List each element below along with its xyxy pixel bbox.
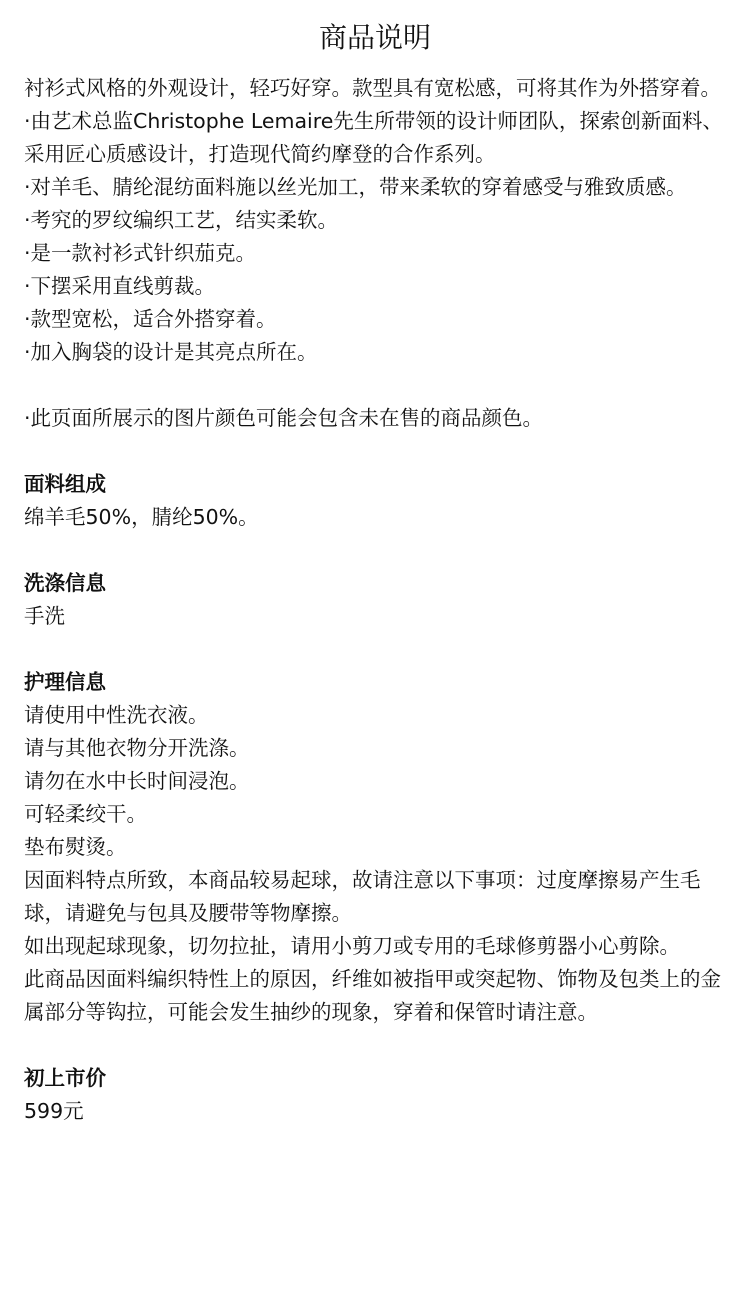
washing-text: 手洗 — [24, 604, 65, 628]
spacer — [24, 1029, 726, 1062]
feature-item: ·由艺术总监Christophe Lemaire先生所带领的设计师团队，探索创新面料、采用匠心质感设计，打造现代简约摩登的合作系列。 — [24, 109, 723, 166]
material-section — [24, 468, 726, 534]
care-line: 如出现起球现象，切勿拉扯，请用小剪刀或专用的毛球修剪器小心剪除。 — [24, 934, 680, 958]
price-text: 599元 — [24, 1099, 84, 1123]
care-section — [24, 666, 726, 1029]
price-section — [24, 1062, 726, 1128]
spacer — [24, 534, 726, 567]
care-line: 可轻柔绞干。 — [24, 802, 147, 826]
washing-section — [24, 567, 726, 633]
price-heading: 初上市价 — [24, 1066, 106, 1090]
page-title: 商品说明 — [318, 21, 431, 54]
color-note: ·此页面所展示的图片颜色可能会包含未在售的商品颜色。 — [24, 406, 544, 430]
feature-item: ·加入胸袋的设计是其亮点所在。 — [24, 340, 318, 364]
care-line: 此商品因面料编织特性上的原因，纤维如被指甲或突起物、饰物及包类上的金属部分等钩拉，可能会发生抽纱的现象，穿着和保管时请注意。 — [24, 967, 721, 1024]
feature-item: ·对羊毛、腈纶混纺面料施以丝光加工，带来柔软的穿着感受与雅致质感。 — [24, 175, 687, 199]
spacer — [24, 633, 726, 666]
care-line: 请使用中性洗衣液。 — [24, 703, 209, 727]
feature-item: ·下摆采用直线剪裁。 — [24, 274, 216, 298]
feature-item: ·考究的罗纹编织工艺，结实柔软。 — [24, 208, 339, 232]
care-line: 垫布熨烫。 — [24, 835, 127, 859]
intro-paragraph: 衬衫式风格的外观设计，轻巧好穿。款型具有宽松感，可将其作为外搭穿着。 — [24, 76, 721, 100]
feature-item: ·是一款衬衫式针织茄克。 — [24, 241, 257, 265]
feature-item: ·款型宽松，适合外搭穿着。 — [24, 307, 277, 331]
intro-section — [24, 72, 726, 435]
care-line: 请与其他衣物分开洗涤。 — [24, 736, 250, 760]
material-text: 绵羊毛50%，腈纶50%。 — [24, 505, 259, 529]
washing-heading: 洗涤信息 — [24, 571, 106, 595]
care-line: 因面料特点所致，本商品较易起球，故请注意以下事项：过度摩擦易产生毛球，请避免与包具及腰带等物摩擦。 — [24, 868, 701, 925]
spacer — [24, 435, 726, 468]
material-heading: 面料组成 — [24, 472, 106, 496]
care-heading: 护理信息 — [24, 670, 106, 694]
care-line: 请勿在水中长时间浸泡。 — [24, 769, 250, 793]
spacer — [24, 369, 726, 402]
